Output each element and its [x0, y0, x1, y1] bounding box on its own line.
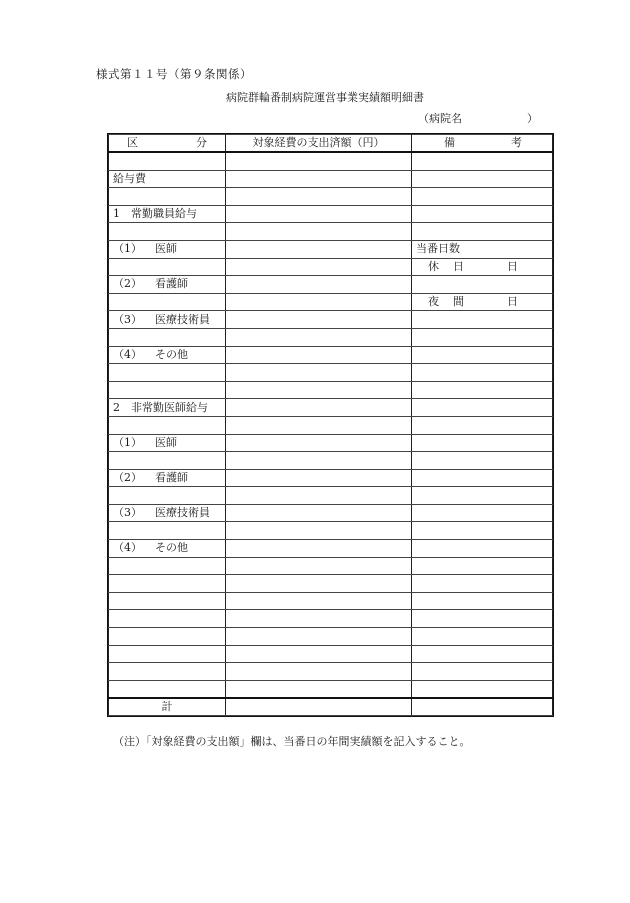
- amount-cell[interactable]: [226, 452, 412, 470]
- item-label: 給与費: [113, 171, 146, 185]
- remarks-text: 日: [507, 259, 518, 273]
- amount-cell[interactable]: [226, 540, 412, 558]
- table-row: [109, 205, 553, 223]
- category-cell: [109, 575, 226, 593]
- amount-cell[interactable]: [226, 680, 412, 698]
- document-title: 病院群輪番制病院運営事業実績額明細書: [226, 91, 424, 104]
- remarks-cell: [412, 434, 553, 452]
- table-row: [109, 540, 553, 558]
- category-cell: [109, 205, 226, 223]
- item-number: （2）: [113, 277, 142, 291]
- amount-cell[interactable]: [226, 557, 412, 575]
- remarks-cell: [412, 205, 553, 223]
- amount-cell[interactable]: [226, 645, 412, 663]
- amount-cell[interactable]: [226, 628, 412, 646]
- table-row: [109, 381, 553, 399]
- table-row: [109, 399, 553, 417]
- total-row: [109, 698, 553, 716]
- table-row: [109, 328, 553, 346]
- category-cell: [109, 522, 226, 540]
- total-amount-cell[interactable]: [226, 698, 412, 716]
- table-row: [109, 522, 553, 540]
- category-cell: [109, 346, 226, 364]
- item-label: 2 非常勤医師給与: [113, 400, 208, 414]
- table-row: [109, 416, 553, 434]
- remarks-cell: [412, 452, 553, 470]
- amount-cell[interactable]: [226, 205, 412, 223]
- remarks-cell: [412, 628, 553, 646]
- item-label: 医師: [155, 242, 177, 256]
- amount-cell[interactable]: [226, 276, 412, 294]
- item-number: （4）: [113, 541, 142, 555]
- category-cell: [109, 152, 226, 170]
- category-cell: [109, 557, 226, 575]
- table-row: [109, 487, 553, 505]
- amount-cell[interactable]: [226, 188, 412, 206]
- category-cell: [109, 540, 226, 558]
- table-row: [109, 258, 553, 276]
- amount-cell[interactable]: [226, 469, 412, 487]
- category-cell: [109, 188, 226, 206]
- table-row: [109, 276, 553, 294]
- remarks-cell: [412, 188, 553, 206]
- category-cell: [109, 311, 226, 329]
- remarks-cell: [412, 557, 553, 575]
- amount-cell[interactable]: [226, 487, 412, 505]
- category-cell: [109, 504, 226, 522]
- remarks-text: 夜: [428, 295, 439, 309]
- amount-cell[interactable]: [226, 575, 412, 593]
- remarks-cell: [412, 487, 553, 505]
- remarks-cell: [412, 610, 553, 628]
- remarks-text: 休: [428, 259, 439, 273]
- amount-cell[interactable]: [226, 328, 412, 346]
- remarks-cell: [412, 258, 553, 276]
- remarks-cell: [412, 399, 553, 417]
- remarks-cell: [412, 504, 553, 522]
- item-number: （1）: [113, 242, 142, 256]
- table-row: [109, 240, 553, 258]
- remarks-cell: [412, 328, 553, 346]
- amount-cell[interactable]: [226, 434, 412, 452]
- amount-cell[interactable]: [226, 592, 412, 610]
- table-row: [109, 293, 553, 311]
- remarks-cell: [412, 276, 553, 294]
- table-row: [109, 434, 553, 452]
- table-row: [109, 170, 553, 188]
- amount-cell[interactable]: [226, 223, 412, 241]
- item-number: （3）: [113, 506, 142, 520]
- category-cell: [109, 628, 226, 646]
- category-cell: [109, 364, 226, 382]
- item-label: 1 常勤職員給与: [113, 207, 197, 221]
- table-row: [109, 610, 553, 628]
- amount-cell[interactable]: [226, 610, 412, 628]
- item-label: 医療技術員: [155, 506, 210, 520]
- table-row: [109, 680, 553, 698]
- item-number: （3）: [113, 312, 142, 326]
- remarks-cell: [412, 592, 553, 610]
- amount-cell[interactable]: [226, 381, 412, 399]
- amount-cell[interactable]: [226, 663, 412, 681]
- category-cell: [109, 223, 226, 241]
- remarks-cell: [412, 346, 553, 364]
- category-cell: [109, 645, 226, 663]
- category-cell: [109, 258, 226, 276]
- amount-cell[interactable]: [226, 399, 412, 417]
- table-row: [109, 152, 553, 170]
- remarks-cell: [412, 540, 553, 558]
- table-row: [109, 311, 553, 329]
- item-number: （2）: [113, 470, 142, 484]
- hospital-name-line: [418, 110, 538, 126]
- amount-cell[interactable]: [226, 170, 412, 188]
- remarks-cell: [412, 680, 553, 698]
- total-remarks-cell: [412, 698, 553, 716]
- table-row: [109, 188, 553, 206]
- category-cell: [109, 328, 226, 346]
- footnote: （注）「対象経費の支出額」欄は、当番日の年間実績額を記入すること。: [113, 735, 471, 748]
- remarks-cell: [412, 381, 553, 399]
- amount-cell[interactable]: [226, 522, 412, 540]
- item-number: （1）: [113, 435, 142, 449]
- category-cell: [109, 663, 226, 681]
- category-cell: [109, 469, 226, 487]
- item-label: 看護師: [155, 277, 188, 291]
- amount-cell[interactable]: [226, 364, 412, 382]
- remarks-cell: [412, 522, 553, 540]
- remarks-cell: [412, 293, 553, 311]
- category-cell: [109, 610, 226, 628]
- category-cell: [109, 452, 226, 470]
- table-row: [109, 575, 553, 593]
- remarks-cell: [412, 364, 553, 382]
- category-cell: [109, 399, 226, 417]
- category-cell: [109, 434, 226, 452]
- remarks-cell: [412, 663, 553, 681]
- category-cell: [109, 487, 226, 505]
- table-row: [109, 663, 553, 681]
- hospital-name-close: ）: [527, 112, 538, 125]
- table-row: [109, 346, 553, 364]
- table-row: [109, 504, 553, 522]
- column-header-remarks: 備 考: [412, 135, 553, 153]
- remarks-cell: [412, 645, 553, 663]
- table-row: [109, 628, 553, 646]
- amount-cell[interactable]: [226, 346, 412, 364]
- amount-cell[interactable]: [226, 504, 412, 522]
- remarks-text: 日: [453, 259, 464, 273]
- item-number: （4）: [113, 347, 142, 361]
- table-header-row: [109, 135, 553, 153]
- amount-cell[interactable]: [226, 311, 412, 329]
- item-label: その他: [155, 541, 188, 555]
- remarks-cell: [412, 311, 553, 329]
- category-cell: [109, 170, 226, 188]
- table-row: [109, 364, 553, 382]
- remarks-text: 日: [507, 295, 518, 309]
- table-row: [109, 223, 553, 241]
- category-cell: [109, 416, 226, 434]
- amount-cell[interactable]: [226, 293, 412, 311]
- category-cell: [109, 276, 226, 294]
- item-label: その他: [155, 347, 188, 361]
- remarks-cell: [412, 170, 553, 188]
- item-label: 医療技術員: [155, 312, 210, 326]
- table-row: [109, 557, 553, 575]
- amount-cell[interactable]: [226, 416, 412, 434]
- total-label: 計: [109, 698, 226, 716]
- item-label: 看護師: [155, 470, 188, 484]
- category-cell: [109, 680, 226, 698]
- category-cell: [109, 240, 226, 258]
- category-cell: [109, 381, 226, 399]
- table-row: [109, 469, 553, 487]
- remarks-cell: [412, 152, 553, 170]
- item-label: 医師: [155, 435, 177, 449]
- table-row: [109, 645, 553, 663]
- remarks-cell: [412, 575, 553, 593]
- category-cell: [109, 592, 226, 610]
- remarks-cell: [412, 240, 553, 258]
- hospital-name-label: （病院名: [418, 112, 462, 125]
- form-number: 様式第１１号（第９条関係）: [96, 67, 252, 81]
- amount-cell[interactable]: [226, 258, 412, 276]
- column-header-amount: 対象経費の支出済額（円）: [226, 135, 412, 153]
- table-row: [109, 592, 553, 610]
- remarks-cell: [412, 416, 553, 434]
- remarks-text: 間: [453, 295, 464, 309]
- remarks-cell: [412, 469, 553, 487]
- remarks-text: 当番日数: [416, 242, 460, 256]
- detail-table: [108, 134, 553, 716]
- amount-cell[interactable]: [226, 240, 412, 258]
- table-row: [109, 452, 553, 470]
- remarks-cell: [412, 223, 553, 241]
- category-cell: [109, 293, 226, 311]
- column-header-category: 区 分: [109, 135, 226, 153]
- amount-cell[interactable]: [226, 152, 412, 170]
